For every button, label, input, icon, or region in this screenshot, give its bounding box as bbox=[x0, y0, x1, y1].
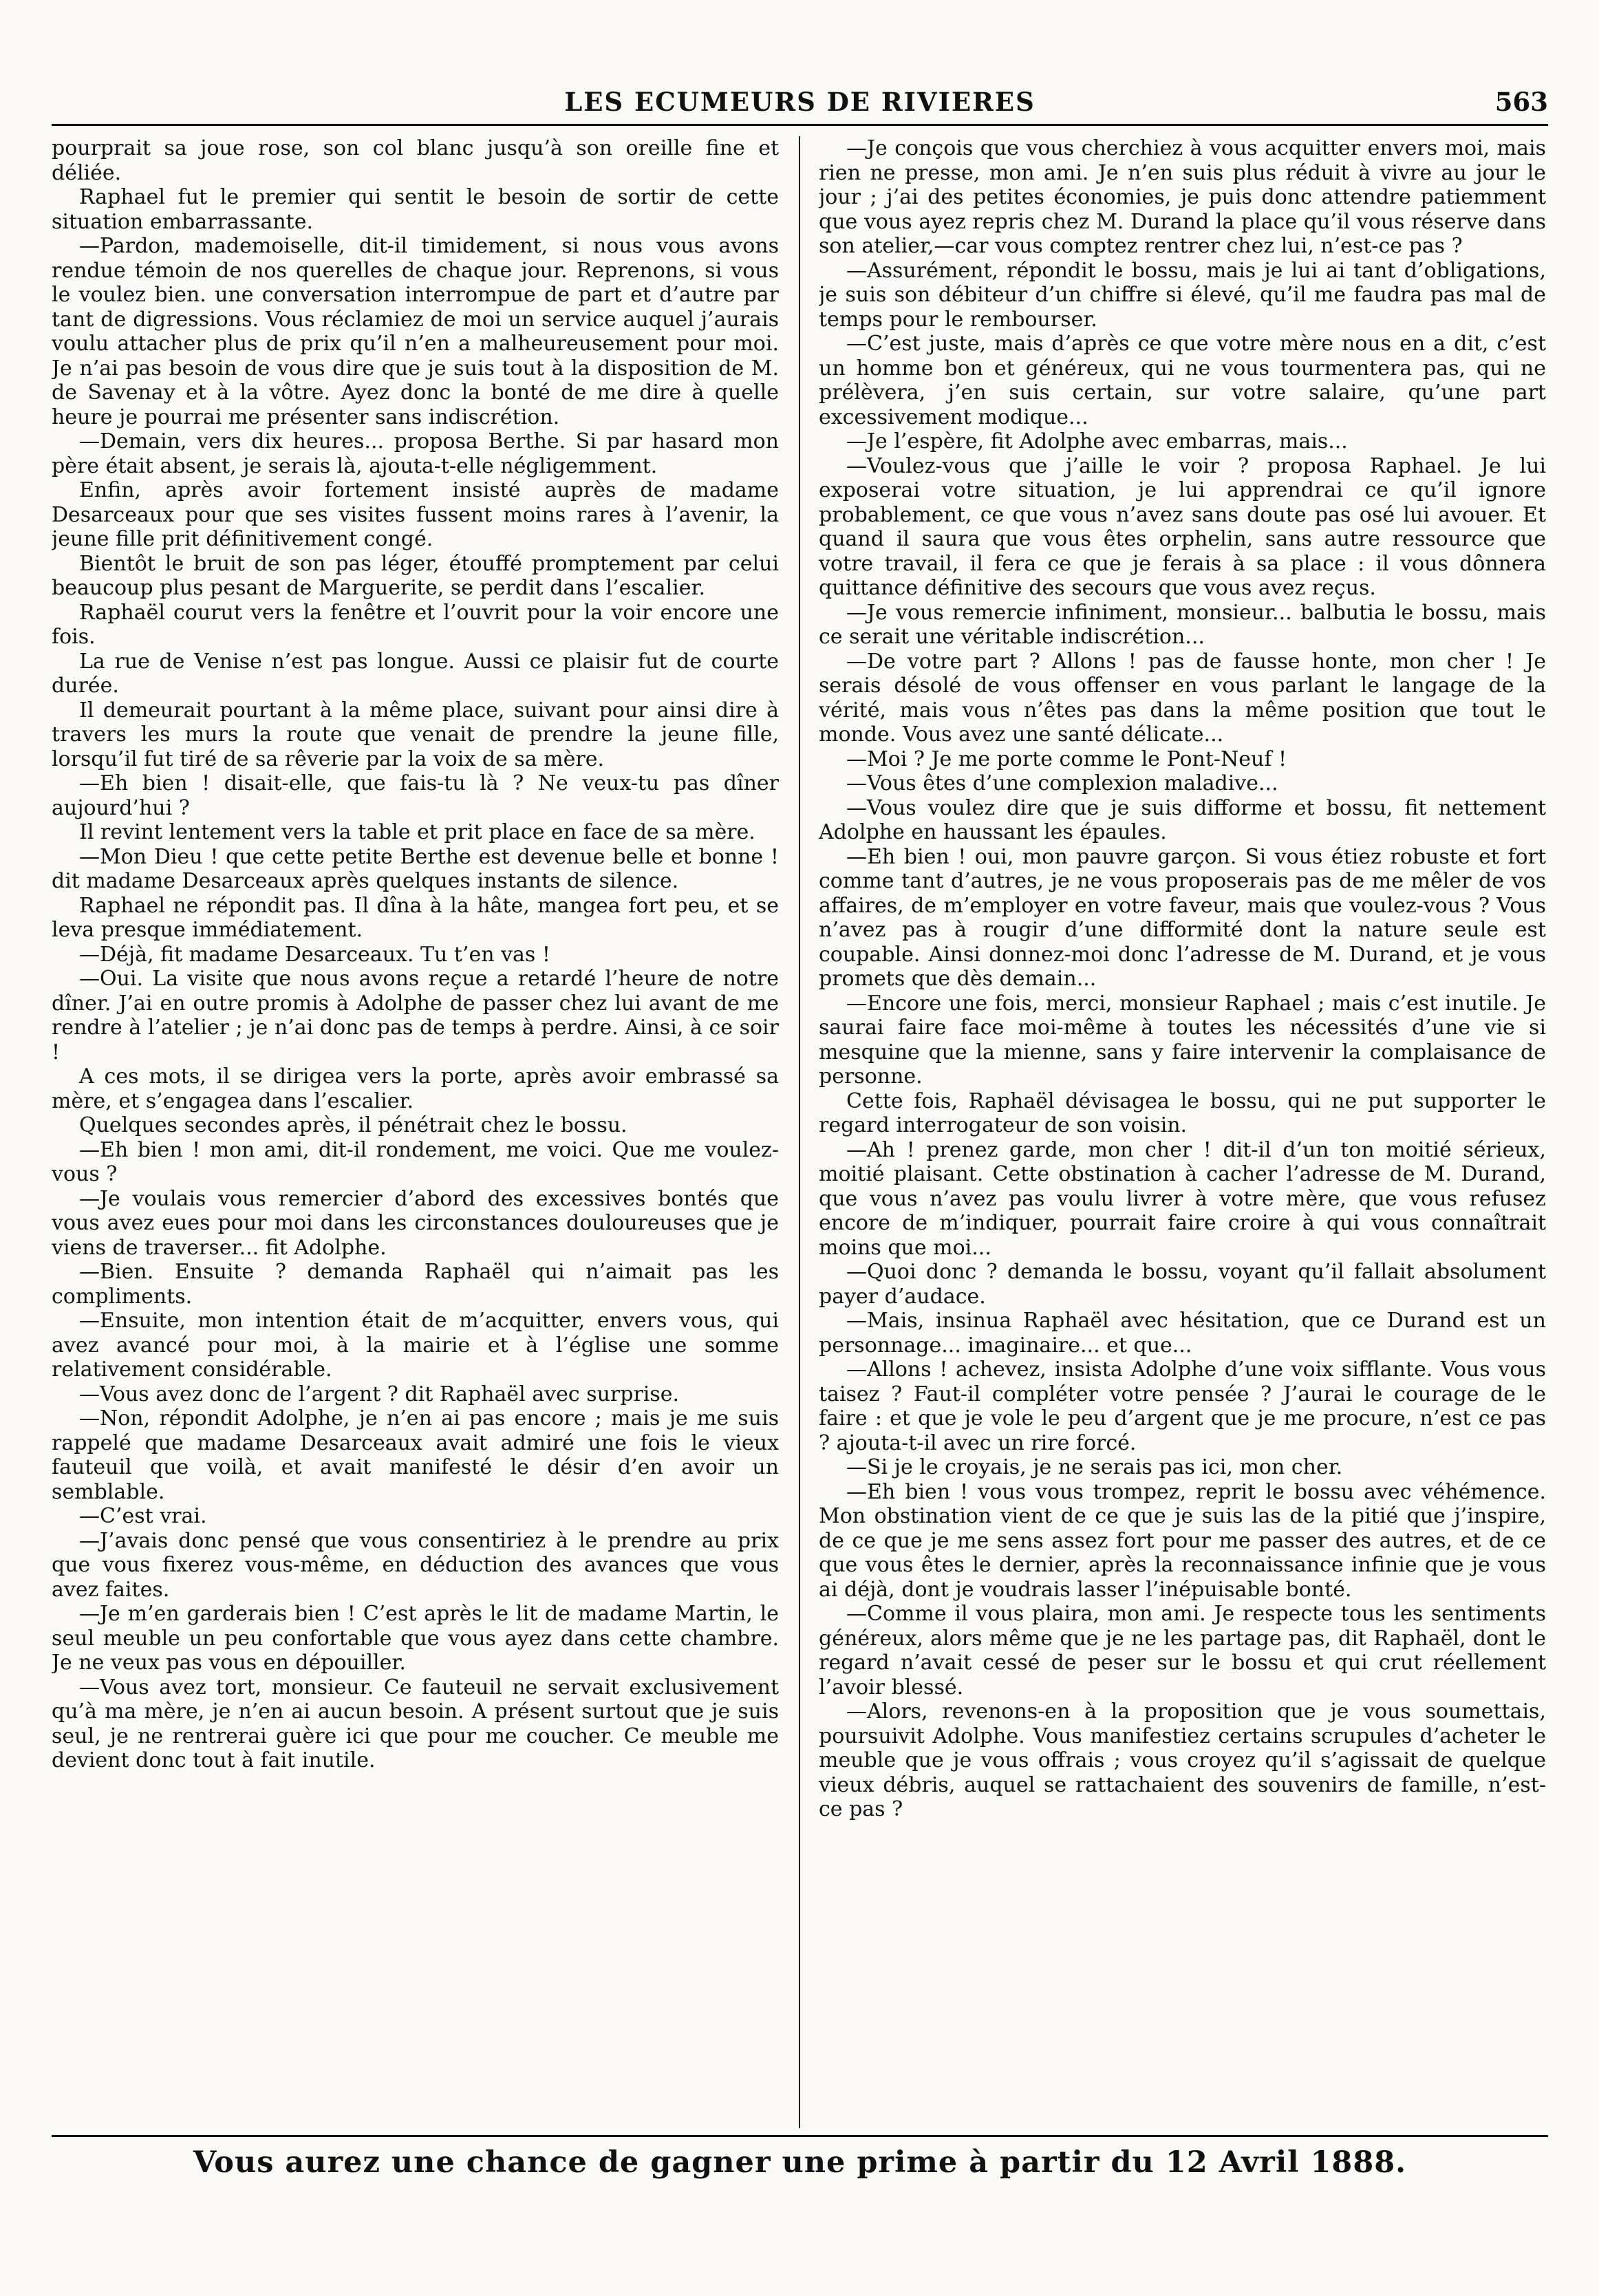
paragraph: —Assurément, répondit le bossu, mais je lui ai tant d’obligations, je suis son débiteur d’un chiffre si élevé, qu’il me faudra pas mal de temps pour le rembourser. bbox=[819, 258, 1546, 332]
paragraph: —Eh bien ! mon ami, dit-il rondement, me voici. Que me voulez-vous ? bbox=[52, 1137, 779, 1186]
paragraph: Enfin, après avoir fortement insisté auprès de madame Desarceaux pour que ses visites fussent moins rares à l’avenir, la jeune fille prit définitivement congé. bbox=[52, 478, 779, 551]
paragraph: —Je vous remercie infiniment, monsieur... balbutia le bossu, mais ce serait une véritable indiscrétion... bbox=[819, 600, 1546, 649]
paragraph: —C’est vrai. bbox=[79, 1504, 207, 1528]
paragraph: —Mon Dieu ! que cette petite Berthe est devenue belle et bonne ! dit madame Desarceaux après quelques instants de silence. bbox=[52, 844, 779, 893]
paragraph: Raphaël courut vers la fenêtre et l’ouvrit pour la voir encore une fois. bbox=[52, 600, 779, 649]
paragraph: —Je conçois que vous cherchiez à vous acquitter envers moi, mais rien ne presse, mon ami. Je n’en suis plus réduit à vivre au jour le jour ; j’ai des petites économies, je puis donc attendre patiemment que vous ayez repris chez M. Durand la place qu’il vous réserve dans son atelier,—car vous comptez rentrer chez lui, n’est-ce pas ? bbox=[819, 136, 1546, 258]
paragraph: —Eh bien ! oui, mon pauvre garçon. Si vous étiez robuste et fort comme tant d’autres, je ne vous proposerais pas de me mêler de vos affaires, de m’employer en votre faveur, mais que voulez-vous ? Vous n’avez pas à rougir d’une difformité dont la nature seule est coupable. Ainsi donnez-moi donc l’adresse de M. Durand, et je vous promets que dès demain... bbox=[819, 844, 1546, 991]
paragraph: —Encore une fois, merci, monsieur Raphael ; mais c’est inutile. Je saurai faire face moi-même à toutes les nécessités d’une vie si mesquine que la mienne, sans y faire intervenir la complaisance de personne. bbox=[819, 991, 1546, 1088]
paragraph: —Je m’en garderais bien ! C’est après le lit de madame Martin, le seul meuble un peu confortable que vous ayez dans cette chambre. Je ne veux pas vous en dépouiller. bbox=[52, 1602, 779, 1675]
paragraph: Bientôt le bruit de son pas léger, étouffé promptement par celui beaucoup plus pesant de Marguerite, se perdit dans l’escalier. bbox=[52, 551, 779, 600]
column-divider bbox=[799, 136, 800, 2128]
paragraph: —Oui. La visite que nous avons reçue a retardé l’heure de notre dîner. J’ai en outre promis à Adolphe de passer chez lui avant de me rendre à l’atelier ; je n’ai donc pas de temps à perdre. Ainsi, à ce soir ! bbox=[52, 967, 779, 1064]
running-title: LES ECUMEURS DE RIVIERES bbox=[564, 87, 1035, 117]
prize-notice: Vous aurez une chance de gagner une prime à partir du 12 Avril 1888. bbox=[193, 2145, 1407, 2180]
paragraph: —Demain, vers dix heures... proposa Berthe. Si par hasard mon père était absent, je serais là, ajouta-t-elle négligemment. bbox=[52, 429, 779, 478]
header-rule bbox=[52, 124, 1548, 126]
right-column bbox=[819, 136, 1546, 2128]
paragraph: —Vous êtes d’une complexion maladive... bbox=[846, 771, 1278, 795]
paragraph: —Allons ! achevez, insista Adolphe d’une voix sifflante. Vous vous taisez ? Faut-il compléter votre pensée ? J’aurai le courage de le faire : et que je vole le peu d’argent que je me procure, n’est ce pas ? ajouta-t-il avec un rire forcé. bbox=[819, 1358, 1546, 1455]
paragraph: —Vous voulez dire que je suis difforme et bossu, fit nettement Adolphe en haussant les épaules. bbox=[819, 795, 1546, 844]
paragraph: —Bien. Ensuite ? demanda Raphaël qui n’aimait pas les compliments. bbox=[52, 1260, 779, 1309]
paragraph: —Voulez-vous que j’aille le voir ? proposa Raphael. Je lui exposerai votre situation, je lui apprendrai ce qu’il ignore probablement, ce que vous n’avez sans doute pas osé lui avouer. Et quand il saura que vous êtes orphelin, sans autre ressource que votre travail, il fera ce que je ferais à sa place : il vous dônnera quittance définitive des secours que vous avez reçus. bbox=[819, 453, 1546, 600]
paragraph: —Vous avez donc de l’argent ? dit Raphaël avec surprise. bbox=[79, 1382, 680, 1406]
paragraph: —Eh bien ! disait-elle, que fais-tu là ? Ne veux-tu pas dîner aujourd’hui ? bbox=[52, 771, 779, 820]
paragraph: —Pardon, mademoiselle, dit-il timidement, si nous vous avons rendue témoin de nos querelles de chaque jour. Reprenons, si vous le voulez bien. une conversation interrompue de part et d’autre par tant de digressions. Vous réclamiez de moi un service auquel j’aurais voulu attacher plus de prix qu’il n’en a malheureusement pour moi. Je n’ai pas besoin de vous dire que je suis tout à la disposition de M. de Savenay et à la vôtre. Ayez donc la bonté de me dire à quelle heure je pourrai me présenter sans indiscrétion. bbox=[52, 234, 779, 429]
paragraph: —Vous avez tort, monsieur. Ce fauteuil ne servait exclusivement qu’à ma mère, je n’en ai aucun besoin. A présent surtout que je suis seul, je ne rentrerai guère ici que pour me coucher. Ce meuble me devient donc tout à fait inutile. bbox=[52, 1675, 779, 1772]
paragraph: —Ah ! prenez garde, mon cher ! dit-il d’un ton moitié sérieux, moitié plaisant. Cette obstination à cacher l’adresse de M. Durand, que vous n’avez pas voulu livrer à votre mère, que vous refusez encore de m’indiquer, pourrait faire croire à qui vous connaîtrait moins que moi... bbox=[819, 1137, 1546, 1260]
paragraph: Il revint lentement vers la table et prit place en face de sa mère. bbox=[79, 820, 755, 844]
paragraph: —Quoi donc ? demanda le bossu, voyant qu’il fallait absolument payer d’audace. bbox=[819, 1260, 1546, 1309]
paragraph: —Alors, revenons-en à la proposition que je vous soumettais, poursuivit Adolphe. Vous manifestiez certains scrupules d’acheter le meuble que je vous offrais ; vous croyez qu’il s’agissait de quelque vieux débris, auquel se rattachaient des souvenirs de famille, n’est-ce pas ? bbox=[819, 1699, 1546, 1821]
paragraph: —Je voulais vous remercier d’abord des excessives bontés que vous avez eues pour moi dans les circonstances douloureuses que je viens de traverser... fit Adolphe. bbox=[52, 1186, 779, 1260]
paragraph: —Ensuite, mon intention était de m’acquitter, envers vous, qui avez avancé pour moi, à la mairie et à l’église une somme relativement considérable. bbox=[52, 1309, 779, 1382]
left-column bbox=[52, 136, 779, 2128]
paragraph: La rue de Venise n’est pas longue. Aussi ce plaisir fut de courte durée. bbox=[52, 649, 779, 698]
paragraph: —J’avais donc pensé que vous consentiriez à le prendre au prix que vous fixerez vous-même, en déduction des avances que vous avez faites. bbox=[52, 1528, 779, 1602]
paragraph: pourprait sa joue rose, son col blanc jusqu’à son oreille fine et déliée. bbox=[52, 136, 779, 185]
paragraph: —Moi ? Je me porte comme le Pont-Neuf ! bbox=[846, 747, 1287, 771]
paragraph: —Si je le croyais, je ne serais pas ici, mon cher. bbox=[846, 1455, 1343, 1479]
paragraph: Cette fois, Raphaël dévisagea le bossu, qui ne put supporter le regard interrogateur de son voisin. bbox=[819, 1088, 1546, 1137]
paragraph: —Eh bien ! vous vous trompez, reprit le bossu avec véhémence. Mon obstination vient de ce que je suis las de la pitié que j’inspire, de ce que je me sens assez fort pour me passer des autres, et de ce que vous êtes le dernier, après la reconnaissance infinie que je vous ai déjà, dont je voudrais lasser l’inépuisable bonté. bbox=[819, 1479, 1546, 1602]
paragraph: A ces mots, il se dirigea vers la porte, après avoir embrassé sa mère, et s’engagea dans l’escalier. bbox=[52, 1064, 779, 1113]
paragraph: —C’est juste, mais d’après ce que votre mère nous en a dit, c’est un homme bon et généreux, qui ne vous tourmentera pas, qui ne prélèvera, j’en suis certain, sur votre salaire, qu’une part excessivement modique... bbox=[819, 332, 1546, 429]
paragraph: —De votre part ? Allons ! pas de fausse honte, mon cher ! Je serais désolé de vous offenser en vous parlant le langage de la vérité, mais vous n’êtes pas dans la même position que tout le monde. Vous avez une santé délicate... bbox=[819, 649, 1546, 747]
paragraph: —Comme il vous plaira, mon ami. Je respecte tous les sentiments généreux, alors même que je ne les partage pas, dit Raphaël, dont le regard n’avait cessé de peser sur le bossu et qui crut réellement l’avoir blessé. bbox=[819, 1602, 1546, 1699]
paragraph: —Déjà, fit madame Desarceaux. Tu t’en vas ! bbox=[79, 942, 550, 967]
paragraph: Raphael ne répondit pas. Il dîna à la hâte, mangea fort peu, et se leva presque immédiatement. bbox=[52, 893, 779, 942]
footer-rule bbox=[52, 2135, 1548, 2137]
paragraph: —Mais, insinua Raphaël avec hésitation, que ce Durand est un personnage... imaginaire... et que... bbox=[819, 1309, 1546, 1358]
paragraph: —Je l’espère, fit Adolphe avec embarras, mais... bbox=[846, 429, 1348, 453]
page-header bbox=[52, 81, 1548, 120]
page-number: 563 bbox=[1494, 87, 1548, 117]
paragraph: Il demeurait pourtant à la même place, suivant pour ainsi dire à travers les murs la route que venait de prendre la jeune fille, lorsqu’il fut tiré de sa rêverie par la voix de sa mère. bbox=[52, 698, 779, 771]
paragraph: Raphael fut le premier qui sentit le besoin de sortir de cette situation embarrassante. bbox=[52, 185, 779, 234]
paragraph: Quelques secondes après, il pénétrait chez le bossu. bbox=[79, 1113, 627, 1137]
paragraph: —Non, répondit Adolphe, je n’en ai pas encore ; mais je me suis rappelé que madame Desarceaux avait admiré une fois le vieux fauteuil que voilà, et avait manifesté le désir d’en avoir un semblable. bbox=[52, 1406, 779, 1504]
